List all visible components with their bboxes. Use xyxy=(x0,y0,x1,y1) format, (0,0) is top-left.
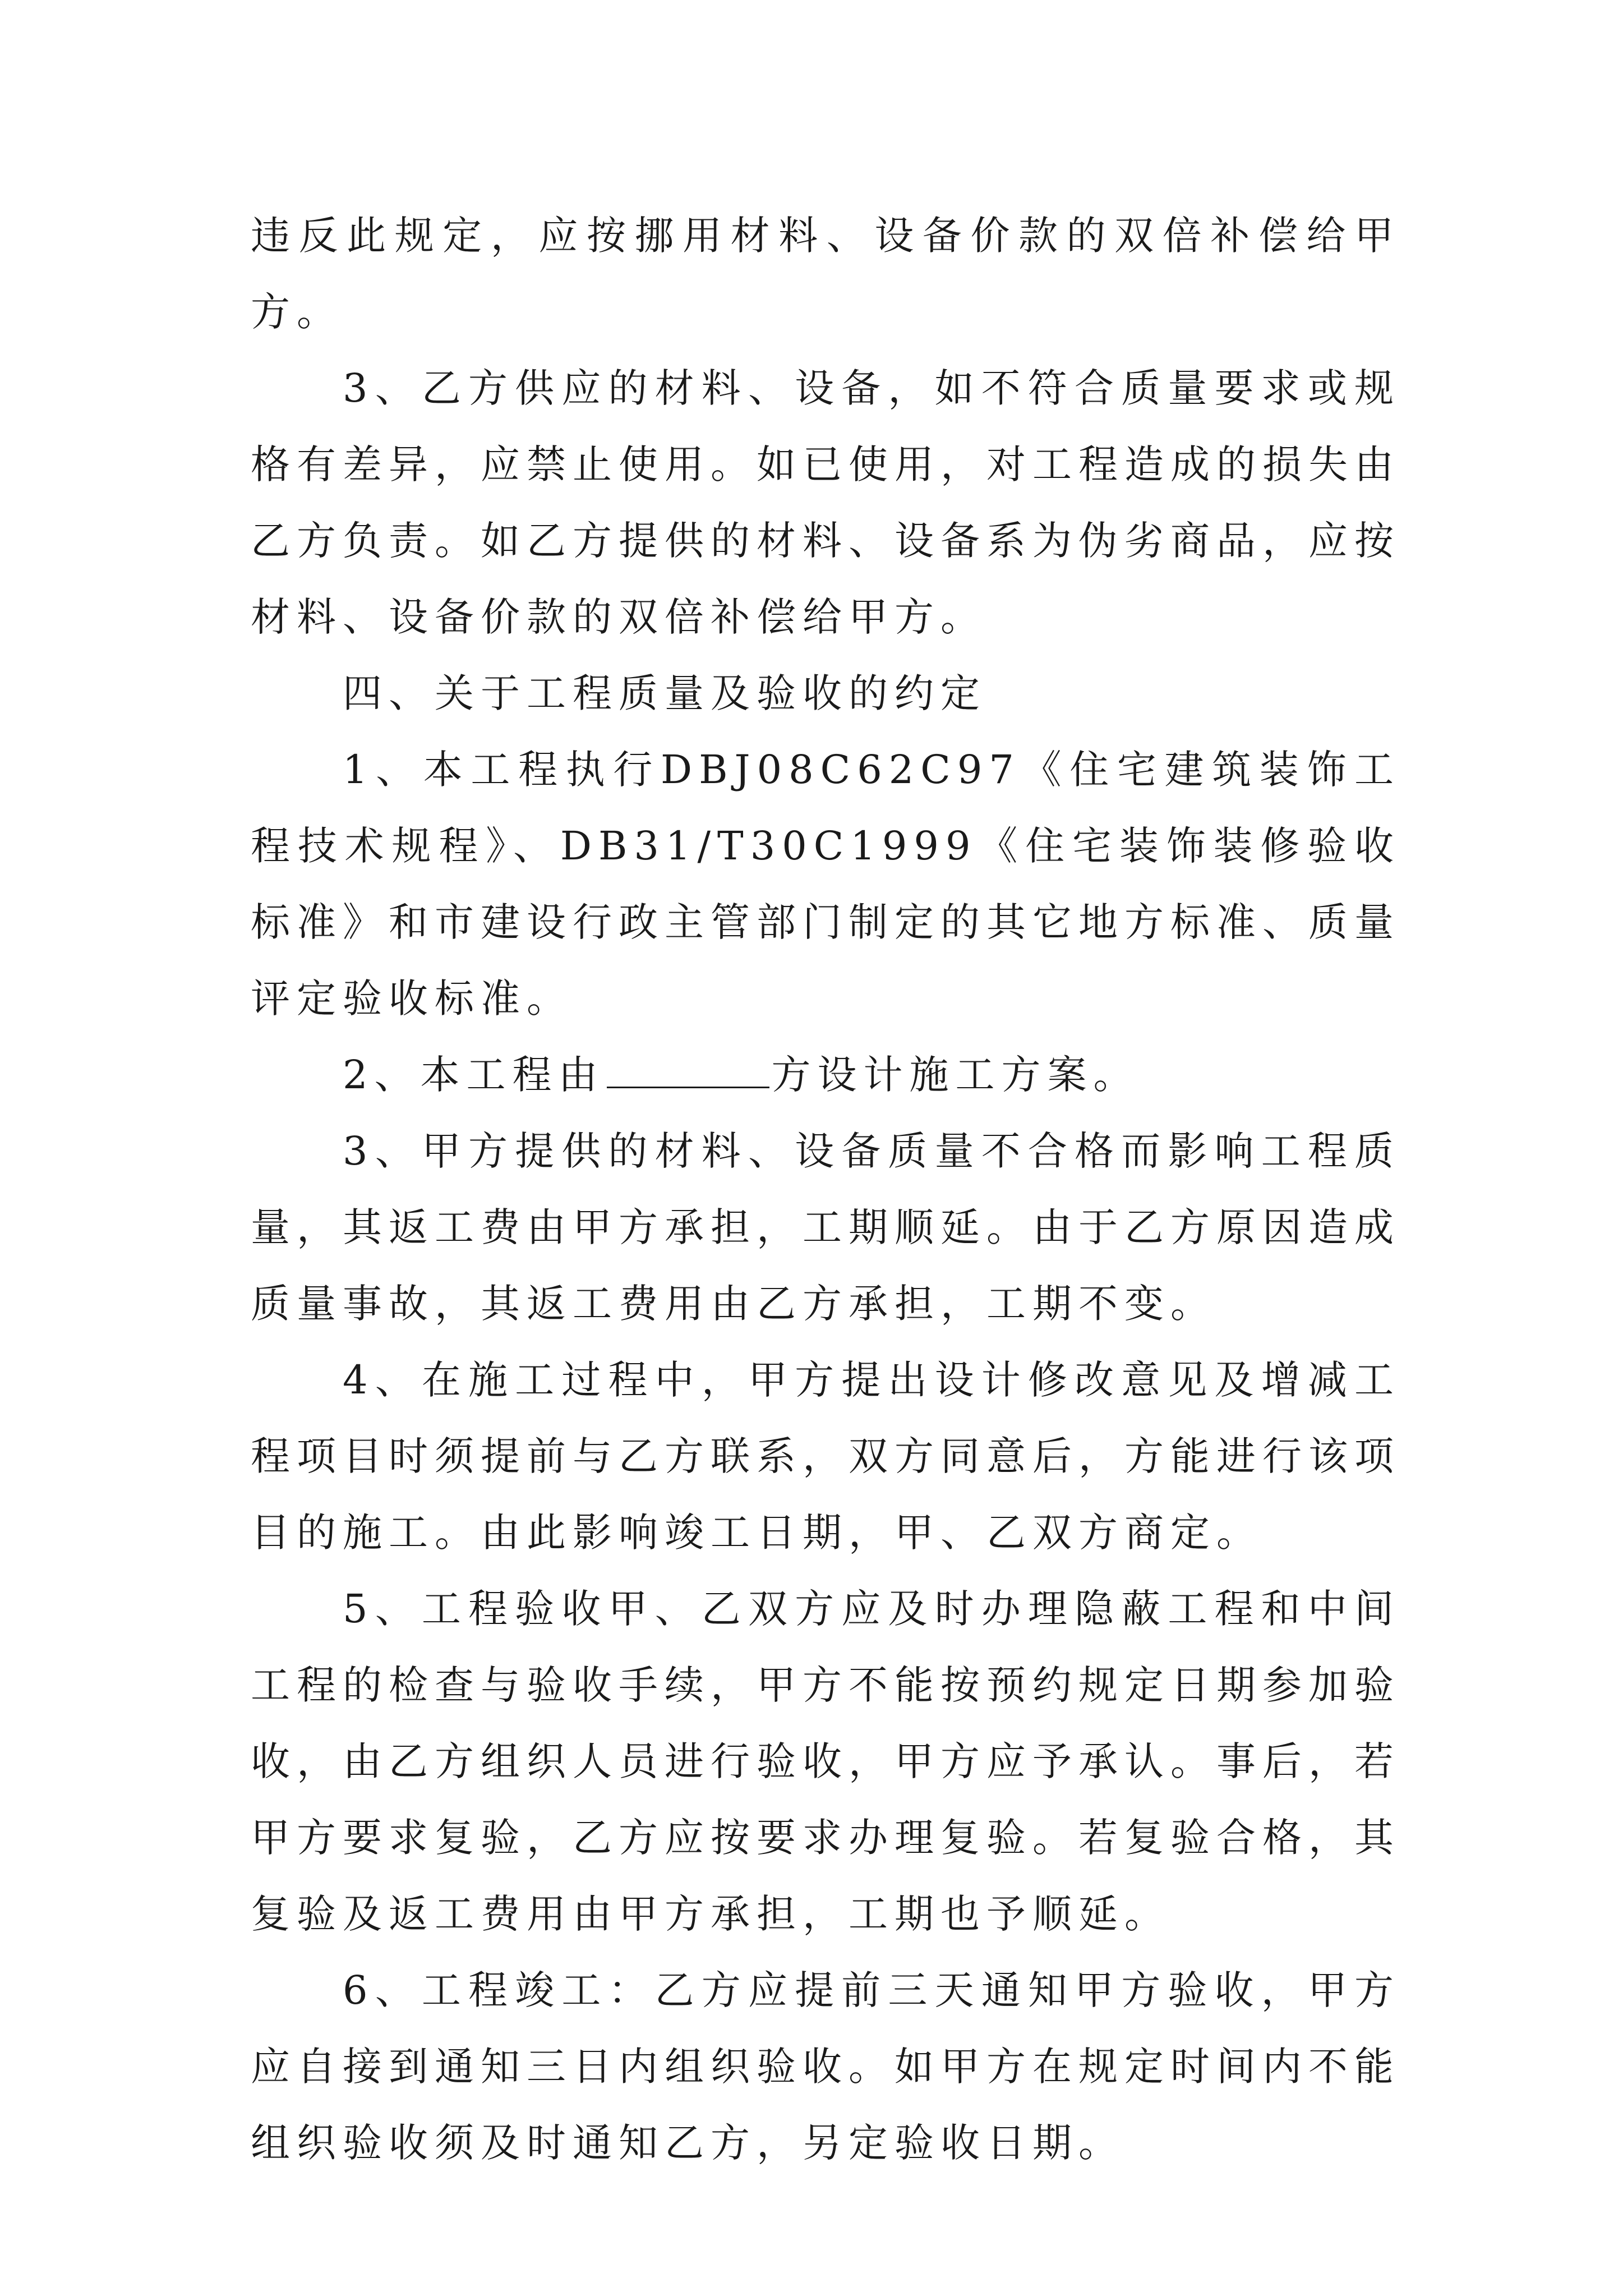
paragraph-item-5-inspection: 5、工程验收甲、乙双方应及时办理隐蔽工程和中间工程的检查与验收手续，甲方不能按预约规定日期参加验收，由乙方组织人员进行验收，甲方应予承认。事后，若甲方要求复验，乙方应按要求办理复验。若复验合格，其复验及返工费用由甲方承担，工期也予顺延。 xyxy=(251,1586,1400,1937)
paragraph-item-3-supplier-materials: 3、乙方供应的材料、设备，如不符合质量要求或规格有差异，应禁止使用。如已使用，对工程造成的损失由乙方负责。如乙方提供的材料、设备系为伪劣商品，应按材料、设备价款的双倍补偿给甲方。 xyxy=(251,365,1400,640)
document-body xyxy=(251,197,1400,2181)
paragraph-item-6-completion: 6、工程竣工：乙方应提前三天通知甲方验收，甲方应自接到通知三日内组织验收。如甲方在规定时间内不能组织验收须及时通知乙方，另定验收日期。 xyxy=(251,1967,1400,2166)
paragraph-item-2-suffix: 方设计施工方案。 xyxy=(771,1052,1140,1098)
blank-fill-line xyxy=(607,1047,769,1088)
section-heading-quality-acceptance: 四、关于工程质量及验收的约定 xyxy=(343,670,986,716)
paragraph-item-4-design-changes: 4、在施工过程中，甲方提出设计修改意见及增减工程项目时须提前与乙方联系，双方同意后，方能进行该项目的施工。由此影响竣工日期，甲、乙双方商定。 xyxy=(251,1357,1400,1556)
paragraph-item-3-rework: 3、甲方提供的材料、设备质量不合格而影响工程质量，其返工费由甲方承担，工期顺延。由于乙方原因造成质量事故，其返工费用由乙方承担，工期不变。 xyxy=(251,1128,1400,1327)
paragraph-item-1-standards: 1、本工程执行DBJ08C62C97《住宅建筑装饰工程技术规程》、DB31/T30C1999《住宅装饰装修验收标准》和市建设行政主管部门制定的其它地方标准、质量评定验收标准。 xyxy=(251,747,1400,1022)
paragraph-item-2-prefix: 2、本工程由 xyxy=(343,1052,605,1098)
paragraph-item-2-design xyxy=(251,1037,1400,1113)
paragraph-continuation: 违反此规定，应按挪用材料、设备价款的双倍补偿给甲方。 xyxy=(251,213,1400,335)
